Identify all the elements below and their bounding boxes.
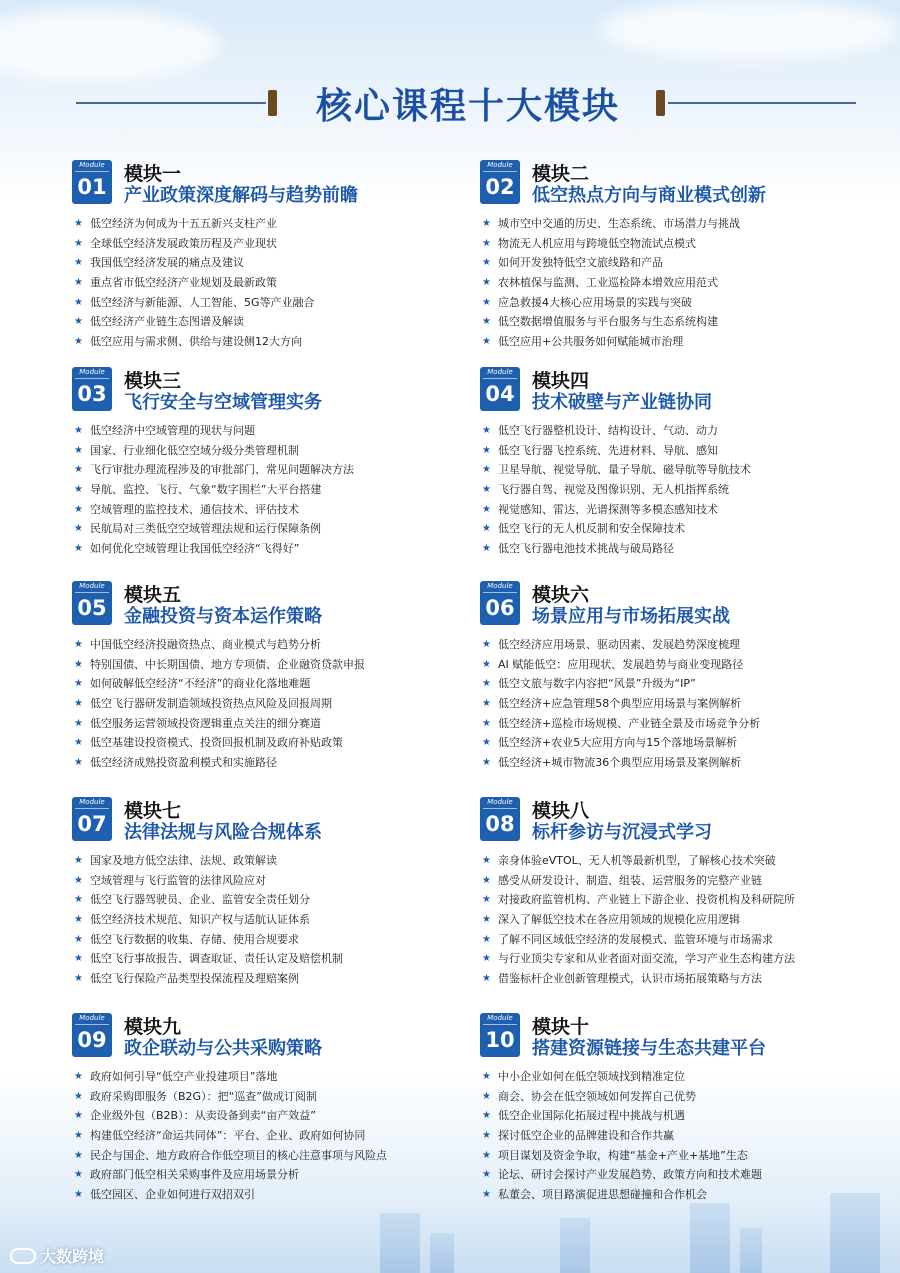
list-item-text: 低空飞行的无人机反制和安全保障技术 [498,522,685,536]
list-item-text: 与行业顶尖专家和从业者面对面交流，学习产业生态构建方法 [498,952,795,966]
star-bullet-icon: ★ [74,1189,83,1201]
list-item-text: 重点省市低空经济产业规划及最新政策 [90,276,277,290]
list-item-text: 空域管理的监控技术、通信技术、评估技术 [90,502,299,516]
list-item [482,480,751,500]
module-badge [72,367,112,411]
star-bullet-icon: ★ [74,658,83,670]
list-item [74,273,315,293]
list-item-text: 低空应用与需求侧、供给与建设侧12大方向 [90,335,302,349]
star-bullet-icon: ★ [482,717,491,729]
module-number: 08 [485,812,515,836]
list-item [482,293,740,313]
list-item-text: 构建低空经济“命运共同体”：平台、企业、政府如何协同 [90,1129,366,1143]
star-bullet-icon: ★ [74,698,83,710]
page-header [0,78,900,128]
list-item-text: 如何开发独特低空文旅线路和产品 [498,256,663,270]
list-item-text: 低空飞行数据的收集、存储、使用合规要求 [90,932,299,946]
list-item-text: 低空飞行事故报告、调查取证、责任认定及赔偿机制 [90,952,343,966]
list-item-text: 低空飞行器飞控系统、先进材料、导航、感知 [498,443,718,457]
star-bullet-icon: ★ [482,639,491,650]
module-name: 模块二 [532,163,590,185]
list-item [482,1165,762,1185]
module-number: 04 [485,382,515,406]
module-subtitle: 场景应用与市场拓展实战 [532,606,730,627]
module-badge-tag: Module [75,367,109,379]
module-name: 模块四 [532,370,590,392]
list-item [74,635,365,655]
star-bullet-icon: ★ [482,973,491,985]
list-item-text: 项目谋划及资金争取，构建“基金+产业+基地”生态 [498,1148,748,1162]
list-item-text: 低空飞行器电池技术挑战与破局路径 [498,542,674,556]
list-item-text: 低空经济产业链生态图谱及解读 [90,315,244,329]
module-badge [480,1013,520,1057]
list-item [482,635,760,655]
list-item [482,1067,762,1087]
list-item [74,655,365,675]
star-bullet-icon: ★ [482,1189,491,1201]
list-item-text: 低空经济+城市物流36个典型应用场景及案例解析 [498,756,742,770]
module-badge-tag: Module [483,1013,517,1025]
list-item-text: 低空飞行保险产品类型投保流程及理赔案例 [90,972,299,986]
list-item [74,1165,387,1185]
list-item-text: 低空经济为何成为十五五新兴支柱产业 [90,217,277,230]
star-bullet-icon: ★ [74,1149,83,1161]
list-item-text: 农林植保与监测、工业巡检降本增效应用范式 [498,276,718,290]
list-item-text: 低空经济中空域管理的现状与问题 [90,424,255,437]
module-badge [72,581,112,625]
logo-icon [10,1248,36,1264]
list-item [74,500,354,520]
list-item [482,312,740,332]
list-item-text: 低空飞行器整机设计、结构设计、气动、动力 [498,424,718,437]
list-item [482,714,760,734]
module-badge [72,1013,112,1057]
star-bullet-icon: ★ [482,855,491,866]
module-badge-tag: Module [483,797,517,809]
module-subtitle: 低空热点方向与商业模式创新 [532,185,766,206]
building-decoration [380,1213,420,1273]
star-bullet-icon: ★ [74,933,83,945]
footer-logo-text: 大数跨境 [40,1247,105,1266]
list-item [74,694,365,714]
list-item [482,421,751,441]
list-item-text: 商会、协会在低空领域如何发挥自己优势 [498,1089,696,1103]
list-item [482,500,751,520]
list-item-text: 低空数据增值服务与平台服务与生态系统构建 [498,315,718,329]
list-item-text: 我国低空经济发展的痛点及建议 [90,256,244,270]
list-item [74,714,365,734]
module-badge [480,367,520,411]
module-subtitle: 政企联动与公共采购策略 [124,1038,322,1059]
star-bullet-icon: ★ [482,874,491,886]
building-decoration [740,1228,762,1273]
star-bullet-icon: ★ [482,678,491,690]
list-item-text: 对接政府监管机构、产业链上下游企业、投资机构及科研院所 [498,893,795,907]
list-item [74,480,354,500]
star-bullet-icon: ★ [74,1110,83,1122]
module-name: 模块三 [124,370,182,392]
list-item-text: 低空经济成熟投资盈利模式和实施路径 [90,756,277,770]
star-bullet-icon: ★ [74,425,83,436]
list-item-text: 国家、行业细化低空空域分级分类管理机制 [90,443,299,457]
list-item [74,674,365,694]
list-item-text: 低空基建设投资模式、投资回报机制及政府补贴政策 [90,736,343,750]
star-bullet-icon: ★ [482,296,491,308]
module-name: 模块十 [532,1016,590,1038]
module-item-list [482,421,751,559]
list-item [482,674,760,694]
list-item [74,519,354,539]
star-bullet-icon: ★ [482,1130,491,1142]
list-item [74,441,354,461]
module-subtitle: 金融投资与资本运作策略 [124,606,322,627]
star-bullet-icon: ★ [74,277,83,289]
list-item-text: 低空经济+农业5大应用方向与15个落地场景解析 [498,736,738,750]
list-item [482,1185,762,1205]
module-number: 02 [485,175,515,199]
list-item [74,539,354,559]
module-badge [480,581,520,625]
list-item-text: 民企与国企、地方政府合作低空项目的核心注意事项与风险点 [90,1148,387,1162]
star-bullet-icon: ★ [482,933,491,945]
list-item [74,733,365,753]
list-item [482,1106,762,1126]
star-bullet-icon: ★ [482,914,491,926]
header-cap [268,90,277,116]
module-number: 05 [77,596,107,620]
star-bullet-icon: ★ [482,237,491,249]
star-bullet-icon: ★ [74,316,83,328]
module-badge-tag: Module [483,160,517,172]
list-item-text: 低空经济+巡检市场规模、产业链全景及市场竞争分析 [498,716,761,730]
header-cap [656,90,665,116]
star-bullet-icon: ★ [482,277,491,289]
module-name: 模块八 [532,800,590,822]
module-badge-tag: Module [75,160,109,172]
list-item [482,733,760,753]
footer-logo [10,1244,104,1267]
building-decoration [560,1218,590,1273]
module-name: 模块七 [124,800,182,822]
module-number: 03 [77,382,107,406]
list-item-text: AI 赋能低空：应用现状、发展趋势与商业变现路径 [498,657,744,671]
list-item [482,273,740,293]
star-bullet-icon: ★ [482,658,491,670]
list-item-text: 政府采购即服务（B2G）：把“巡查”做成订阅制 [90,1089,317,1103]
list-item [482,441,751,461]
list-item [482,694,760,714]
list-item [74,1126,387,1146]
header-divider [668,102,856,104]
list-item-text: 中小企业如何在低空领域找到精准定位 [498,1070,685,1083]
list-item [74,1185,387,1205]
list-item-text: 国家及地方低空法律、法规、政策解读 [90,854,277,867]
module-subtitle: 产业政策深度解码与趋势前瞻 [124,185,358,206]
star-bullet-icon: ★ [482,425,491,436]
star-bullet-icon: ★ [482,1149,491,1161]
module-item-list [74,1067,387,1205]
list-item-text: 感受从研发设计、制造、组装、运营服务的完整产业链 [498,873,762,887]
module-item-list [482,1067,762,1205]
star-bullet-icon: ★ [74,1169,83,1181]
list-item-text: 探讨低空企业的品牌建设和合作共赢 [498,1129,674,1143]
star-bullet-icon: ★ [74,444,83,456]
list-item [482,1146,762,1166]
star-bullet-icon: ★ [74,296,83,308]
star-bullet-icon: ★ [482,464,491,476]
star-bullet-icon: ★ [74,1130,83,1142]
star-bullet-icon: ★ [74,737,83,749]
star-bullet-icon: ★ [74,218,83,229]
module-item-list [482,635,760,773]
list-item [482,460,751,480]
list-item-text: 低空经济应用场景、驱动因素、发展趋势深度梳理 [498,638,740,651]
star-bullet-icon: ★ [74,717,83,729]
star-bullet-icon: ★ [482,953,491,965]
list-item [482,1087,762,1107]
list-item [74,753,365,773]
star-bullet-icon: ★ [482,1090,491,1102]
list-item [482,930,795,950]
module-item-list [74,421,354,559]
module-subtitle: 技术破壁与产业链协同 [532,392,712,413]
module-item-list [74,851,343,989]
module-badge-tag: Module [75,797,109,809]
list-item [74,949,343,969]
building-decoration [690,1203,730,1273]
list-item [482,949,795,969]
list-item [482,234,740,254]
list-item-text: 深入了解低空技术在各应用领域的规模化应用逻辑 [498,913,740,927]
star-bullet-icon: ★ [74,914,83,926]
list-item-text: 低空园区、企业如何进行双招双引 [90,1188,255,1202]
star-bullet-icon: ★ [74,855,83,866]
module-number: 06 [485,596,515,620]
list-item [74,1106,387,1126]
star-bullet-icon: ★ [482,1169,491,1181]
star-bullet-icon: ★ [74,639,83,650]
star-bullet-icon: ★ [482,503,491,515]
list-item [482,519,751,539]
star-bullet-icon: ★ [482,316,491,328]
star-bullet-icon: ★ [74,503,83,515]
module-item-list [74,635,365,773]
star-bullet-icon: ★ [482,257,491,269]
star-bullet-icon: ★ [74,757,83,769]
cloud-decoration [0,10,220,80]
list-item-text: 低空文旅与数字内容把“风景”升级为“IP” [498,677,696,691]
list-item [74,312,315,332]
module-number: 09 [77,1028,107,1052]
list-item [74,910,343,930]
list-item [482,871,795,891]
module-item-list [482,851,795,989]
star-bullet-icon: ★ [74,257,83,269]
list-item-text: 借鉴标杆企业创新管理模式，认识市场拓展策略与方法 [498,972,762,986]
list-item-text: 应急救援4大核心应用场景的实践与突破 [498,295,692,309]
building-decoration [830,1193,880,1273]
module-name: 模块一 [124,163,182,185]
list-item-text: 低空经济与新能源、人工智能、5G等产业融合 [90,295,315,309]
star-bullet-icon: ★ [74,336,83,348]
module-name: 模块六 [532,584,590,606]
list-item [482,890,795,910]
list-item [74,332,315,352]
list-item-text: 低空飞行器研发制造领域投资热点风险及回报周期 [90,697,332,711]
star-bullet-icon: ★ [482,444,491,456]
list-item [482,214,740,234]
list-item [74,460,354,480]
list-item [74,851,343,871]
list-item-text: 低空飞行器驾驶员、企业、监管安全责任划分 [90,893,310,907]
list-item-text: 低空经济+应急管理58个典型应用场景与案例解析 [498,697,742,711]
list-item [74,253,315,273]
module-number: 10 [485,1028,515,1052]
module-badge-tag: Module [75,581,109,593]
star-bullet-icon: ★ [482,336,491,348]
list-item-text: 企业级外包（B2B）：从卖设备到卖“亩产效益” [90,1109,316,1123]
list-item [74,1146,387,1166]
list-item [74,293,315,313]
list-item-text: 低空服务运营领域投资逻辑重点关注的细分赛道 [90,716,321,730]
list-item-text: 如何优化空域管理让我国低空经济“飞得好” [90,542,300,556]
star-bullet-icon: ★ [482,1110,491,1122]
page-title: 核心课程十大模块 [315,86,620,127]
list-item [74,890,343,910]
list-item-text: 视觉感知、雷达、光谱探测等多模态感知技术 [498,502,718,516]
module-subtitle: 法律法规与风险合规体系 [124,822,322,843]
list-item [74,421,354,441]
module-number: 07 [77,812,107,836]
module-subtitle: 飞行安全与空域管理实务 [124,392,322,413]
list-item [482,655,760,675]
list-item-text: 飞行器自驾、视觉及图像识别、无人机指挥系统 [498,483,729,497]
star-bullet-icon: ★ [74,973,83,985]
list-item [482,539,751,559]
list-item-text: 低空应用+公共服务如何赋能城市治理 [498,335,684,349]
list-item-text: 导航、监控、飞行、气象“数字围栏”大平台搭建 [90,483,322,497]
list-item [74,234,315,254]
module-badge [72,797,112,841]
star-bullet-icon: ★ [74,678,83,690]
star-bullet-icon: ★ [482,894,491,906]
module-item-list [74,214,315,352]
list-item [482,753,760,773]
star-bullet-icon: ★ [482,1071,491,1082]
list-item [74,214,315,234]
list-item-text: 全球低空经济发展政策历程及产业现状 [90,236,277,250]
star-bullet-icon: ★ [482,543,491,555]
module-badge-tag: Module [75,1013,109,1025]
star-bullet-icon: ★ [482,484,491,496]
list-item-text: 物流无人机应用与跨境低空物流试点模式 [498,236,696,250]
list-item-text: 中国低空经济投融资热点、商业模式与趋势分析 [90,638,321,651]
star-bullet-icon: ★ [74,894,83,906]
list-item-text: 政府部门低空相关采购事件及应用场景分析 [90,1168,299,1182]
list-item-text: 政府如何引导“低空产业投建项目”落地 [90,1070,278,1083]
star-bullet-icon: ★ [74,1071,83,1082]
list-item-text: 特别国债、中长期国债、地方专项债、企业融资贷款申报 [90,657,365,671]
list-item-text: 城市空中交通的历史、生态系统、市场潜力与挑战 [498,217,740,230]
star-bullet-icon: ★ [74,953,83,965]
list-item [482,851,795,871]
module-name: 模块五 [124,584,182,606]
module-badge [480,160,520,204]
list-item [482,1126,762,1146]
star-bullet-icon: ★ [74,237,83,249]
list-item-text: 如何破解低空经济“不经济”的商业化落地难题 [90,677,311,691]
module-badge-tag: Module [483,367,517,379]
star-bullet-icon: ★ [74,1090,83,1102]
list-item-text: 民航局对三类低空空域管理法规和运行保障条例 [90,522,321,536]
list-item-text: 私董会、项目路演促进思想碰撞和合作机会 [498,1188,707,1202]
building-decoration [430,1233,454,1273]
list-item [482,253,740,273]
list-item-text: 论坛、研讨会探讨产业发展趋势、政策方向和技术难题 [498,1168,762,1182]
module-item-list [482,214,740,352]
list-item-text: 了解不同区域低空经济的发展模式、监管环境与市场需求 [498,932,773,946]
star-bullet-icon: ★ [482,737,491,749]
star-bullet-icon: ★ [482,757,491,769]
star-bullet-icon: ★ [74,523,83,535]
list-item [74,930,343,950]
list-item [482,969,795,989]
list-item [482,332,740,352]
list-item [74,871,343,891]
module-badge [480,797,520,841]
module-badge-tag: Module [483,581,517,593]
star-bullet-icon: ★ [74,543,83,555]
list-item [74,1067,387,1087]
list-item [74,969,343,989]
star-bullet-icon: ★ [74,464,83,476]
star-bullet-icon: ★ [74,874,83,886]
module-number: 01 [77,175,107,199]
list-item-text: 低空企业国际化拓展过程中挑战与机遇 [498,1109,685,1123]
module-subtitle: 标杆参访与沉浸式学习 [532,822,712,843]
star-bullet-icon: ★ [74,484,83,496]
list-item [74,1087,387,1107]
star-bullet-icon: ★ [482,218,491,229]
module-subtitle: 搭建资源链接与生态共建平台 [532,1038,766,1059]
cloud-decoration [600,0,900,60]
list-item-text: 卫星导航、视觉导航、量子导航、磁导航等导航技术 [498,463,751,477]
list-item-text: 空域管理与飞行监管的法律风险应对 [90,873,266,887]
list-item-text: 亲身体验eVTOL、无人机等最新机型，了解核心技术突破 [498,854,776,867]
header-divider [76,102,266,104]
list-item-text: 低空经济技术规范、知识产权与适航认证体系 [90,913,310,927]
list-item [482,910,795,930]
module-name: 模块九 [124,1016,182,1038]
list-item-text: 飞行审批办理流程涉及的审批部门、常见问题解决方法 [90,463,354,477]
module-badge [72,160,112,204]
star-bullet-icon: ★ [482,698,491,710]
star-bullet-icon: ★ [482,523,491,535]
